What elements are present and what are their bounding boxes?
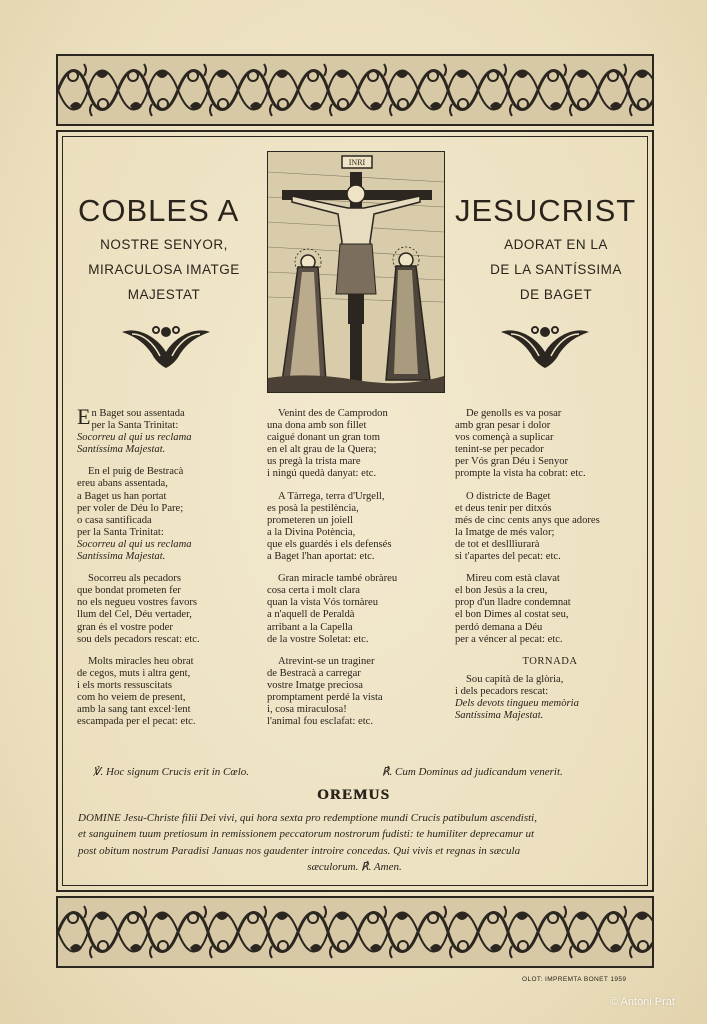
verse-line: a Baget us han portat <box>77 490 167 502</box>
verse-line: per a véncer al pecat: etc. <box>455 633 563 645</box>
oremus-prayer: DOMINE Jesu-Christe filii Dei vivi, qui hora sexta pro redemptione mundi Crucis patibulum ascendisti, et sanguinem tuum pretiosum in remissionem peccatorum nostrorum fudisti: te humiliter deprecamur ut post obitum nostrum Paradisi Januas nos gaudenter introire concedas. Qui vivis et regnas in sæcula sæculorum. ℟. Amen. <box>78 812 537 874</box>
verse-line: arribant a la Capella <box>267 621 353 633</box>
title-right: JESUCRIST <box>455 193 637 228</box>
verse-line: prompte la vista ha cobrat: etc. <box>455 468 586 480</box>
verse-line: Atrevint-se un traginer <box>278 655 375 667</box>
verse-line: Santíssima Majestat. <box>77 444 166 456</box>
verse-line: Sou capità de la glòria, <box>466 673 564 685</box>
subtitle-left: NOSTRE SENYOR, MIRACULOSA IMATGE MAJESTAT <box>88 237 240 302</box>
verse-column-1 <box>77 404 257 738</box>
verse-line: de Bestracà a carregar <box>267 667 361 679</box>
verse-line: si t'apartes del pecat: etc. <box>455 551 561 563</box>
inri-plaque: INRI <box>348 158 366 167</box>
verse-line: i, cosa miraculosa! <box>267 704 347 716</box>
verse-line: com ho veiem de present, <box>77 691 186 703</box>
verse-line: no els negueu vostres favors <box>77 597 198 609</box>
verse-line: amb gran pesar i dolor <box>455 420 551 432</box>
verse-line: Gran miracle també obràreu <box>278 573 398 585</box>
tornada-stanza <box>455 674 635 722</box>
verse-line: en el alt grau de la Quera; <box>267 444 377 456</box>
verse-line: i ningú quedà danyat: etc. <box>267 468 377 480</box>
response: ℟. Cum Dominus ad judicandum venerit. <box>382 766 563 778</box>
verse-line: En Baget sou assentada <box>77 404 185 429</box>
drop-cap: E <box>77 404 91 429</box>
verse-line: A Tàrrega, terra d'Urgell, <box>278 490 385 502</box>
stanza <box>77 656 257 729</box>
top-ornamental-border <box>56 54 654 126</box>
verse-line: la Imatge de més valor; <box>455 526 555 538</box>
verse-line: Venint des de Camprodon <box>278 408 388 419</box>
oremus-heading: OREMUS <box>316 787 391 803</box>
verse-line: de tot et desllliurarà <box>455 538 540 550</box>
verse-line: per la Santa Trinitat: <box>77 526 164 538</box>
stanza <box>77 404 257 456</box>
verse-line: Socorreu al qui us reclama <box>77 538 192 550</box>
stanza <box>267 408 447 481</box>
verse-line: a n'aquell de Peraldà <box>267 609 355 621</box>
stanza <box>267 656 447 729</box>
stanza <box>77 573 257 646</box>
verse-line: per Vós gran Déu i Senyor <box>455 456 569 468</box>
verse-line: Santíssima Majestat. <box>455 710 544 722</box>
verse-line: i els morts ressuscitats <box>77 679 173 691</box>
verse-line: O districte de Baget <box>466 490 551 502</box>
verse-line: sou dels pecadors rescat: etc. <box>77 633 200 645</box>
verse-line: Mireu com està clavat <box>466 573 560 585</box>
verse-line: el bon Jesús a la creu, <box>455 585 548 597</box>
verse-line: a Baget l'han aportat: etc. <box>267 551 375 563</box>
verse-line: el bon Dimes al costat seu, <box>455 609 569 621</box>
stanza <box>77 466 257 563</box>
verse-line: Socorreu als pecadors <box>88 573 181 585</box>
verse-line: llum del Cel, Déu vertader, <box>77 609 192 621</box>
verse-line: vostre Imatge preciosa <box>267 679 363 691</box>
subtitle-right: ADORAT EN LA DE LA SANTÍSSIMA DE BAGET <box>490 237 622 302</box>
stanza <box>455 491 635 564</box>
verse-line: o casa santificada <box>77 514 152 526</box>
verse-line: escampada per el pecat: etc. <box>77 716 196 728</box>
verse-line: ereu abans assentada, <box>77 478 168 490</box>
verse-line: una dona amb son fillet <box>267 420 367 432</box>
verse-line: us pregà la trista mare <box>267 456 361 468</box>
verse-line: prometeren un joiell <box>267 514 353 526</box>
stanza <box>267 491 447 564</box>
title-left: COBLES A <box>78 193 240 228</box>
printer-imprint: OLOT: IMPREMTA BONET 1959 <box>522 976 627 983</box>
verse-line: perdó demana a Déu <box>455 621 543 633</box>
verse-line: i dels pecadors rescat: <box>455 685 549 697</box>
stanza <box>455 408 635 481</box>
verse-line: tenint-se per pecador <box>455 444 544 456</box>
verse-line: per la Santa Trinitat: <box>91 420 179 432</box>
stanza <box>455 573 635 646</box>
tornada-heading: TORNADA <box>522 655 578 667</box>
verse-line: per voler de Déu lo Pare; <box>77 502 184 514</box>
verse-line: amb la sang tant excel·lent <box>77 704 191 716</box>
verse-line: et deus tenir per ditxós <box>455 502 552 514</box>
scroll-ornament-left <box>118 322 214 372</box>
scroll-ornament-right <box>497 322 593 372</box>
crucifixion-engraving <box>267 151 445 393</box>
verse-line: de la vostre Soletat: etc. <box>267 633 369 645</box>
verse-line: De genolls es va posar <box>466 408 562 419</box>
verse-line: l'animal fou esclafat: etc. <box>267 716 374 728</box>
verse-line: Santíssima Majestat. <box>77 551 166 563</box>
verse-line: promptament perdé la vista <box>267 691 383 703</box>
verse-line: Socorreu al qui us reclama <box>77 432 192 444</box>
stanza <box>267 573 447 646</box>
verse-line: a la Divina Potència, <box>267 526 356 538</box>
verse-line: Molts miracles heu obrat <box>88 655 194 667</box>
verse-line: prop d'un lladre condemnat <box>455 597 571 609</box>
verse-line: de cegos, muts i altra gent, <box>77 667 191 679</box>
verse-line: En el puig de Bestracà <box>88 466 184 478</box>
verse-line: gran és el vostre poder <box>77 621 173 633</box>
verse-line: quan la vista Vós tornàreu <box>267 597 379 609</box>
verse-line: més de cinc cents anys que adores <box>455 514 600 526</box>
verse-line: que els guardés i els defensés <box>267 538 392 550</box>
verse-column-3 <box>455 408 635 732</box>
versicle: ℣. Hoc signum Crucis erit in Cœlo. <box>93 766 250 778</box>
copyright-watermark: © Antoni Prat <box>610 996 675 1008</box>
verse-line: cosa certa i molt clara <box>267 585 360 597</box>
bottom-ornamental-border <box>56 896 654 968</box>
verse-column-2 <box>267 408 447 738</box>
verse-line: caigué donant un gran tom <box>267 432 380 444</box>
verse-line: vos començà a suplicar <box>455 432 554 444</box>
verse-line: Dels devots tingueu memòria <box>455 697 579 709</box>
verse-line: que bondat prometen fer <box>77 585 181 597</box>
verse-line: es posà la pestilència, <box>267 502 359 514</box>
